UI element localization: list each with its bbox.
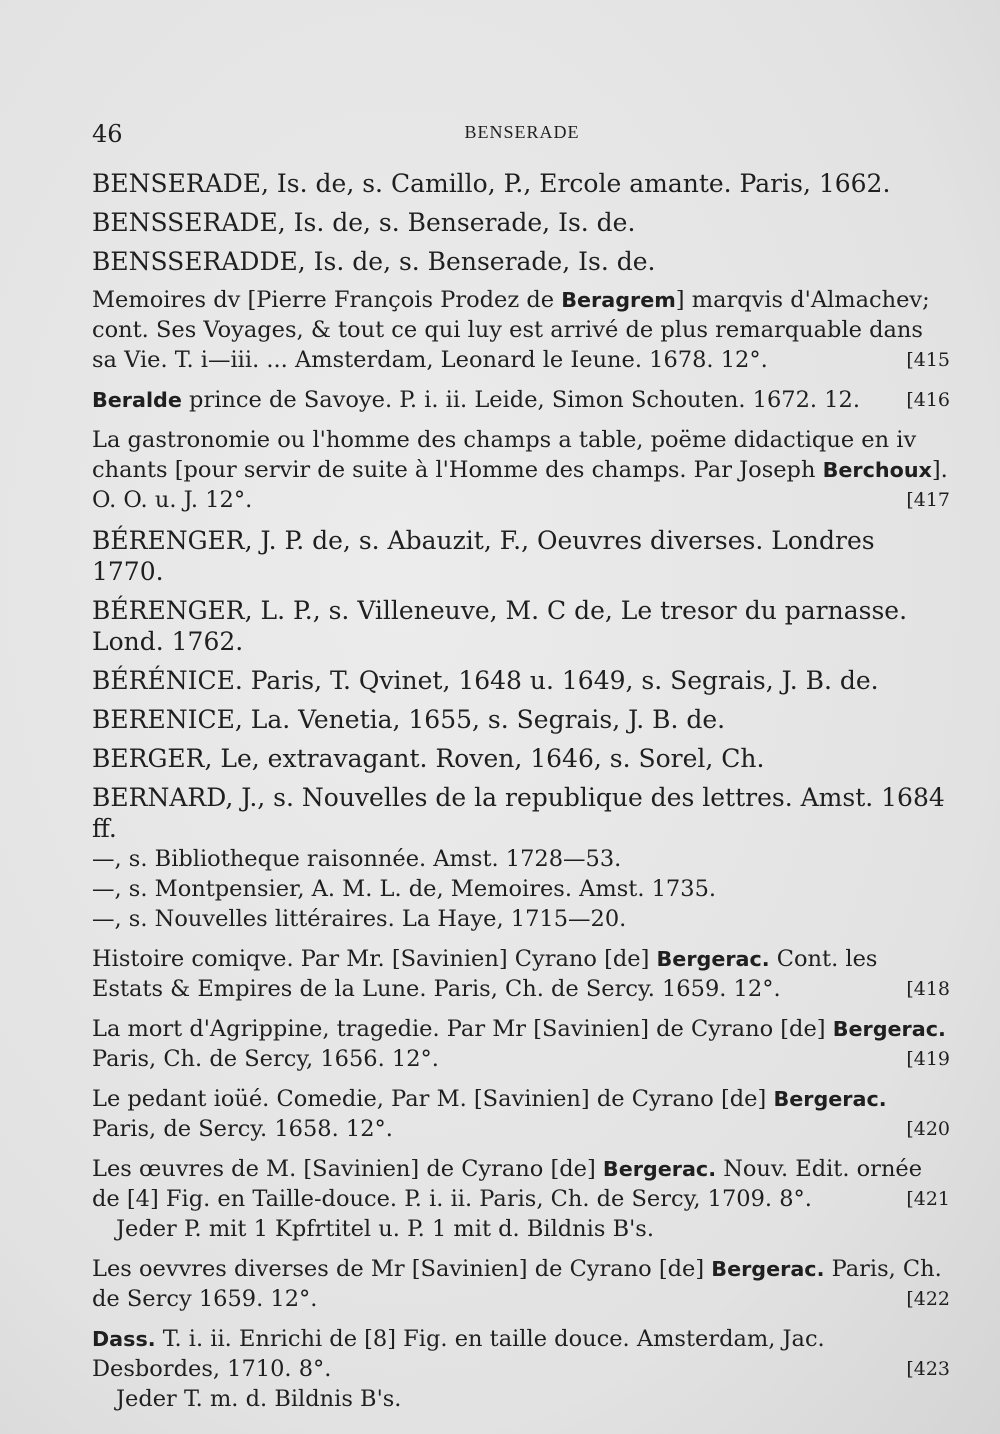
- catalog-entry: BERGER, Le, extravagant. Roven, 1646, s. Sorel, Ch.: [92, 744, 765, 773]
- catalog-entry: BERNARD, J., s. Nouvelles de la republique des lettres. Amst. 1684 ff.: [92, 783, 945, 843]
- catalog-entry: BÉRÉNICE. Paris, T. Qvinet, 1648 u. 1649, s. Segrais, J. B. de.: [92, 666, 879, 695]
- entry-number: [420: [906, 1118, 950, 1140]
- entry-note: Jeder P. mit 1 Kpfrtitel u. P. 1 mit d. Bildnis B's.: [116, 1216, 654, 1242]
- catalog-entry: BENSERADE, Is. de, s. Camillo, P., Ercole amante. Paris, 1662.: [92, 169, 891, 198]
- catalog-entry: BENSSERADDE, Is. de, s. Benserade, Is. de.: [92, 247, 656, 276]
- catalog-entry: La mort d'Agrippine, tragedie. Par Mr [Savinien] de Cyrano [de] Bergerac. Paris, Ch. de Sercy, 1656. 12°. [419: [92, 1016, 950, 1072]
- catalog-entry: Dass. T. i. ii. Enrichi de [8] Fig. en taille douce. Amsterdam, Jac. Desbordes, 1710. 8°. [423 Jeder T. m. d. Bildnis B's.: [92, 1326, 950, 1412]
- page-number: 46: [92, 120, 123, 148]
- entry-number: [422: [906, 1288, 950, 1310]
- entry-list: [92, 168, 950, 1424]
- entry-number: [421: [906, 1188, 950, 1210]
- catalog-entry: La gastronomie ou l'homme des champs a table, poëme didactique en iv chants [pour servir de suite à l'Homme des champs. Par Joseph Berchoux]. O. O. u. J. 12°. [417: [92, 427, 950, 513]
- entry-number: [418: [906, 978, 950, 1000]
- catalog-entry: BERENICE, La. Venetia, 1655, s. Segrais, J. B. de.: [92, 705, 726, 734]
- entry-number: [419: [906, 1048, 950, 1070]
- catalog-entry: BENSSERADE, Is. de, s. Benserade, Is. de.: [92, 208, 636, 237]
- catalog-entry: Les œuvres de M. [Savinien] de Cyrano [de] Bergerac. Nouv. Edit. ornée de [4] Fig. en Taille-douce. P. i. ii. Paris, Ch. de Sercy, 1709. 8°. [421 Jeder P. mit 1 Kpfrtitel u. P. 1 mit d. Bildnis B's.: [92, 1156, 950, 1242]
- entry-number: [416: [906, 389, 950, 411]
- catalog-entry: Histoire comiqve. Par Mr. [Savinien] Cyrano [de] Bergerac. Cont. les Estats & Empires de la Lune. Paris, Ch. de Sercy. 1659. 12°. [418: [92, 946, 950, 1002]
- entry-number: [417: [906, 489, 950, 511]
- catalog-entry: BÉRENGER, J. P. de, s. Abauzit, F., Oeuvres diverses. Londres 1770.: [92, 526, 875, 586]
- catalog-subentry: —, s. Montpensier, A. M. L. de, Memoires. Amst. 1735.: [92, 876, 717, 902]
- entry-note: Jeder T. m. d. Bildnis B's.: [116, 1386, 402, 1412]
- catalog-entry: Le pedant ioüé. Comedie, Par M. [Savinien] de Cyrano [de] Bergerac. Paris, de Sercy. 1658. 12°. [420: [92, 1086, 950, 1142]
- page-header: [92, 120, 952, 150]
- catalog-subentry: —, s. Nouvelles littéraires. La Haye, 1715—20.: [92, 906, 627, 932]
- catalog-entry: BÉRENGER, L. P., s. Villeneuve, M. C de, Le tresor du parnasse. Lond. 1762.: [92, 596, 908, 656]
- catalog-entry: Beralde prince de Savoye. P. i. ii. Leide, Simon Schouten. 1672. 12. [416: [92, 387, 950, 413]
- entry-number: [415: [906, 349, 950, 371]
- running-head: BENSERADE: [464, 122, 580, 142]
- catalog-subentry: —, s. Bibliotheque raisonnée. Amst. 1728—53.: [92, 846, 622, 872]
- catalog-entry: Memoires dv [Pierre François Prodez de Beragrem] marqvis d'Almachev; cont. Ses Voyages, & tout ce qui luy est arrivé de plus remarquable dans sa Vie. T. i—iii. ... Amsterdam, Leonard le Ieune. 1678. 12°. [415: [92, 287, 950, 373]
- catalog-entry: Les oevvres diverses de Mr [Savinien] de Cyrano [de] Bergerac. Paris, Ch. de Sercy 1659. 12°. [422: [92, 1256, 950, 1312]
- entry-number: [423: [906, 1358, 950, 1380]
